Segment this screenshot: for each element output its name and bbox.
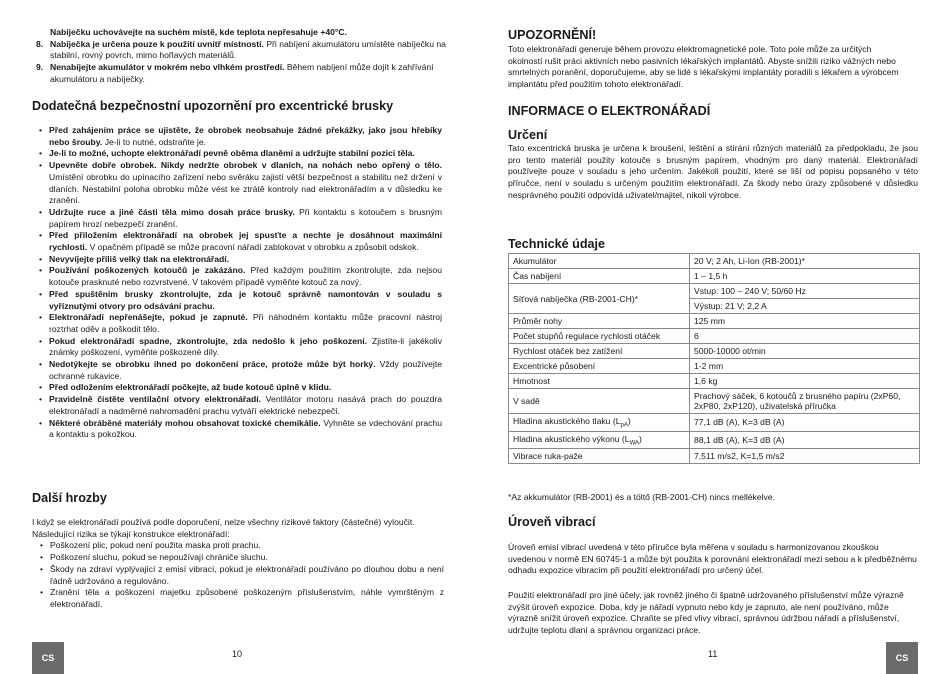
vibration-text-1: Úroveň emisí vibrací uvedená v této příručce byla měřena v souladu s harmonizovanou zkouškou uvedenou v normě EN 60745-1 a může být použita k porovnání elektronářadí mezi sebou a k předběžnému odhadu expozice vibracím při použití elektronářadí pro určený účel. xyxy=(508,542,917,576)
purpose-text: Tato excentrická bruska je určena k broušení, leštění a stírání různých materiálů za předpokladu, že jsou pro tento materiál použity kotouče s brusným papírem, vhodným pro daný materiál. Elektronářadí používejte pouze v souladu s jeho určením. Jakékoli použití, které se liší od popisu popsaného v této příručce, není v souladu s určeným použitím elektronářadí. Za škody nebo úrazy způsobené v důsledku nesprávného použití odpovídá uživatel/majitel, nikoli výrobce. xyxy=(508,143,918,200)
spec-value: 6 xyxy=(690,329,920,344)
safety-item-text: Před každým použitím zkontrolujte, zda nejsou kotouče prasknuté nebo rozvrstvené. V takovém případě vyměňte kotouč za nový. xyxy=(49,265,442,288)
spec-key-text: Hmotnost xyxy=(513,376,550,386)
info-title: INFORMACE O ELEKTRONÁŘADÍ xyxy=(508,104,711,118)
spec-key-text: Excentrické působení xyxy=(513,361,596,371)
spec-value: 77,1 dB (A), K=3 dB (A) xyxy=(690,414,920,432)
spec-row xyxy=(509,431,920,449)
safety-item xyxy=(37,418,442,441)
page-number: 11 xyxy=(708,649,718,659)
safety-item-text: Ventilátor motoru nasává prach do pouzdra elektronářadí a nadměrné nahromadění prachu vytváří elektrické nebezpečí. xyxy=(49,394,442,416)
safety-item-bold: Pravidelně čistěte ventilační otvory elektronářadí. xyxy=(49,394,262,405)
spec-row xyxy=(509,359,920,374)
spec-key-text: Průměr nohy xyxy=(513,316,563,326)
spec-key xyxy=(509,374,690,389)
purpose-title: Určení xyxy=(508,128,548,142)
spec-value: 88,1 dB (A), K=3 dB (A) xyxy=(690,431,920,449)
safety-item-text: Vyhněte se vdechování prachu a kontaktu s pokožkou. xyxy=(49,417,442,440)
spec-value: 1,6 kg xyxy=(690,374,920,389)
safety-item-bold: Upevněte dobře obrobek. Nikdy nedržte obrobek v dlaních, na nohách nebo opřený o tělo. xyxy=(49,160,442,171)
safety-item-bold: Elektronářadí nepřenášejte, pokud je zapnuté. xyxy=(49,312,248,323)
spec-key-subscript: WA xyxy=(629,440,640,447)
note-item xyxy=(36,27,446,39)
spec-row xyxy=(509,374,920,389)
spec-footnote: *Az akkumulátor (RB-2001) és a töltő (RB-2001-CH) nincs mellékelve. xyxy=(508,492,775,502)
safety-item-bold: Pokud elektronářadí spadne, zkontrolujte, zda nedošlo k jeho poškození. xyxy=(49,335,368,346)
safety-item-text: Umístění obrobku do upínacího zařízení nebo svěráku zajistí větší bezpečnost a stabilitu než držení v dlaních. Nestabilní poloha obrobku může vést ke ztrátě kontroly nad elektronářadím a v důsledku ke zranění. xyxy=(49,171,442,206)
spec-key xyxy=(509,254,690,269)
spec-row xyxy=(509,284,920,299)
safety-item xyxy=(37,394,442,417)
vibration-text-2: Použití elektronářadí pro jiné účely, jak rovněž jiného či špatně udržovaného příslušenství může výrazně zvýšit úroveň expozice. Doba, kdy je nářadí vypnuto nebo kdy je zapnuto, ale není používáno, může výrazně snížit úroveň expozice. Chraňte se před vlivy vibrací, správnou údržbou nářadí a příslušenství, udržujte teplotu dlaní a správnou organizaci práce. xyxy=(508,590,904,636)
spec-value: Prachový sáček, 6 kotoučů z brusného papíru (2xP60, 2xP80, 2xP120), uživatelská příručka xyxy=(690,389,920,414)
safety-item-bold: Udržujte ruce a jiné části těla mimo dosah práce brusky. xyxy=(49,206,295,217)
note-text: Při nabíjení akumulátoru umístěte nabíječku na stabilní, rovný povrch, mimo hořlavých materiálů. xyxy=(50,38,446,61)
safety-item-text: Vždy používejte ochranné rukavice. xyxy=(49,359,443,381)
note-number: 8. xyxy=(36,38,44,49)
spec-key-end: ) xyxy=(639,433,642,444)
spec-value: 1 – 1,5 h xyxy=(690,269,920,284)
safety-item-bold: Je-li to možné, uchopte elektronářadí pevně oběma dlaněmi a udržujte stabilní pozici těla. xyxy=(49,148,415,159)
spec-key xyxy=(509,329,690,344)
spec-key xyxy=(509,414,690,432)
hazard-item: • Škody na zdraví vyplývající z emisí vibrací, pokud je elektronářadí používáno po dlouhou dobu a není řádně udržováno a regulováno. xyxy=(38,564,444,587)
spec-value: 7,511 m/s2, K=1,5 m/s2 xyxy=(690,449,920,464)
safety-item xyxy=(37,148,442,160)
safety-item-bold: Používání poškozených kotoučů je zakázáno. xyxy=(49,265,246,276)
spec-row xyxy=(509,329,920,344)
spec-row xyxy=(509,254,920,269)
sanding-safety-list xyxy=(37,125,442,441)
hazard-item: • Poškození sluchu, pokud se nepoužívají chrániče sluchu. xyxy=(38,552,444,564)
note-item xyxy=(36,62,446,85)
warning-text: Toto elektronářadí generuje během provozu elektromagnetické pole. Toto pole může za určitých okolností rušit práci aktivních nebo pasivních lékařských implantátů. Abyste snížili riziko vážných nebo smrtelných poranění, doporučujeme, aby se lidé s lékařskými implantáty poradili s lékařem a výrobcem implantátu před použitím tohoto elektronářadí. xyxy=(508,44,899,90)
spec-row xyxy=(509,414,920,432)
safety-item xyxy=(37,289,442,312)
safety-item-text: Je-li to nutné, odstraňte je. xyxy=(102,136,206,147)
safety-item xyxy=(37,160,442,207)
safety-item-text: Při náhodném kontaktu může pracovní nástroj roztrhat oděv a poškodit tělo. xyxy=(49,312,442,334)
spec-row xyxy=(509,269,920,284)
spec-key-text: Síťová nabíječka (RB-2001-CH)* xyxy=(513,293,639,304)
safety-item xyxy=(37,207,442,230)
safety-item xyxy=(37,312,442,335)
safety-item xyxy=(37,382,442,394)
right-page xyxy=(475,0,950,674)
spec-key xyxy=(509,449,690,464)
spec-key-text: V sadě xyxy=(513,396,540,406)
spec-row xyxy=(509,449,920,464)
hazard-item: • Poškození plic, pokud není použita maska proti prachu. xyxy=(38,540,444,552)
safety-item-bold: Nevyvíjejte příliš velký tlak na elektronářadí. xyxy=(49,253,230,264)
spec-key-text: Hladina akustického výkonu (L xyxy=(513,433,630,444)
spec-key xyxy=(509,359,690,374)
spec-key-subscript: pA xyxy=(620,422,628,429)
spec-value: Výstup: 21 V; 2,2 A xyxy=(690,299,920,314)
spec-key-text: Hladina akustického tlaku (L xyxy=(513,416,621,426)
spec-row xyxy=(509,314,920,329)
warning-title: UPOZORNĚNÍ! xyxy=(508,28,597,42)
spec-value: 5000-10000 ot/min xyxy=(690,344,920,359)
spec-key xyxy=(509,314,690,329)
spec-value: 125 mm xyxy=(690,314,920,329)
safety-item-text: Při kontaktu s kotoučem s brusným papírem hrozí nebezpečí zranění. xyxy=(49,206,442,229)
page-number: 10 xyxy=(232,649,243,659)
spec-key xyxy=(509,344,690,359)
safety-item-bold: Před přiložením elektronářadí na obrobek jej spusťte a nechte je dosáhnout maximální rychlosti. xyxy=(49,230,442,253)
note-number: 9. xyxy=(36,62,44,73)
spec-row xyxy=(509,389,920,414)
spec-key-text: Počet stupňů regulace rychlosti otáček xyxy=(513,331,661,341)
note-bold-text: Nabíječku uchovávejte na suchém místě, kde teplota nepřesahuje +40°C. xyxy=(50,27,347,37)
safety-item-bold: Před zahájením práce se ujistěte, že obrobek neobsahuje žádné překážky, jako jsou hřebíky nebo šrouby. xyxy=(49,125,442,147)
spec-key xyxy=(509,269,690,284)
spec-key xyxy=(509,431,690,449)
other-hazards-intro: I když se elektronářadí používá podle doporučení, nelze všechny rizikové faktory (částečné) vyloučit. Následující rizika se týkají konstrukce elektronářadí: xyxy=(32,517,415,539)
section-title-other-hazards: Další hrozby xyxy=(32,491,107,505)
safety-item-text: Zjistíte-li jakékoliv známky poškození, vyměňte poškozené díly. xyxy=(49,335,442,358)
charger-notes xyxy=(36,27,446,86)
other-hazards-block xyxy=(32,517,444,611)
spec-value: Vstup: 100 – 240 V; 50/60 Hz xyxy=(690,284,920,299)
spec-key xyxy=(509,389,690,414)
spec-value: 1-2 mm xyxy=(690,359,920,374)
spec-table-wrap xyxy=(508,253,920,464)
spec-table xyxy=(508,253,920,464)
note-text: Během nabíjení může dojít k zahřívání akumulátoru a nabíječky. xyxy=(50,62,434,84)
note-bold-text: Nenabíjejte akumulátor v mokrém nebo vlhkém prostředí. xyxy=(50,62,285,73)
spec-row xyxy=(509,344,920,359)
language-tab: CS xyxy=(32,642,64,674)
safety-item xyxy=(37,254,442,266)
note-bold-text: Nabíječka je určena pouze k použití uvnitř místností. xyxy=(50,38,264,49)
note-item xyxy=(36,39,446,62)
spec-key-text: Čas nabíjení xyxy=(513,271,562,281)
safety-item xyxy=(37,359,442,382)
spec-value: 20 V; 2 Ah, Li-Ion (RB-2001)* xyxy=(690,254,920,269)
spec-key-text: Rychlost otáček bez zatížení xyxy=(513,346,623,356)
vibration-title: Úroveň vibrací xyxy=(508,515,596,529)
spec-key-text: Akumulátor xyxy=(513,256,557,266)
safety-item xyxy=(37,230,442,253)
spec-key-text: Vibrace ruka-paže xyxy=(513,451,583,462)
safety-item xyxy=(37,125,442,148)
spec-key-end: ) xyxy=(627,416,631,426)
safety-item xyxy=(37,265,442,288)
safety-item-bold: Před spuštěním brusky zkontrolujte, zda je kotouč správně namontován v souladu s vyříznutými otvory pro odsávání prachu. xyxy=(49,288,442,311)
spec-title: Technické údaje xyxy=(508,237,606,251)
safety-item-bold: Nedotýkejte se obrobku ihned po dokončení práce, protože může být horký. xyxy=(49,359,376,370)
spec-key xyxy=(509,284,690,314)
safety-item-bold: Před odložením elektronářadí počkejte, až bude kotouč úplně v klidu. xyxy=(49,382,332,393)
language-tab: CS xyxy=(886,642,918,674)
safety-item-bold: Některé obráběné materiály mohou obsahovat toxické chemikálie. xyxy=(49,417,321,428)
section-title-sanding-safety: Dodatečná bezpečnostní upozornění pro excentrické brusky xyxy=(32,99,394,113)
hazard-item: • Zranění těla a poškození majetku způsobené poškozeným příslušenstvím, náhle vymrštěným z elektronářadí. xyxy=(38,587,444,610)
safety-item xyxy=(37,336,442,359)
safety-item-text: V opačném případě se může pracovní nářadí zablokovat v obrobku a způsobit odskok. xyxy=(87,242,419,253)
